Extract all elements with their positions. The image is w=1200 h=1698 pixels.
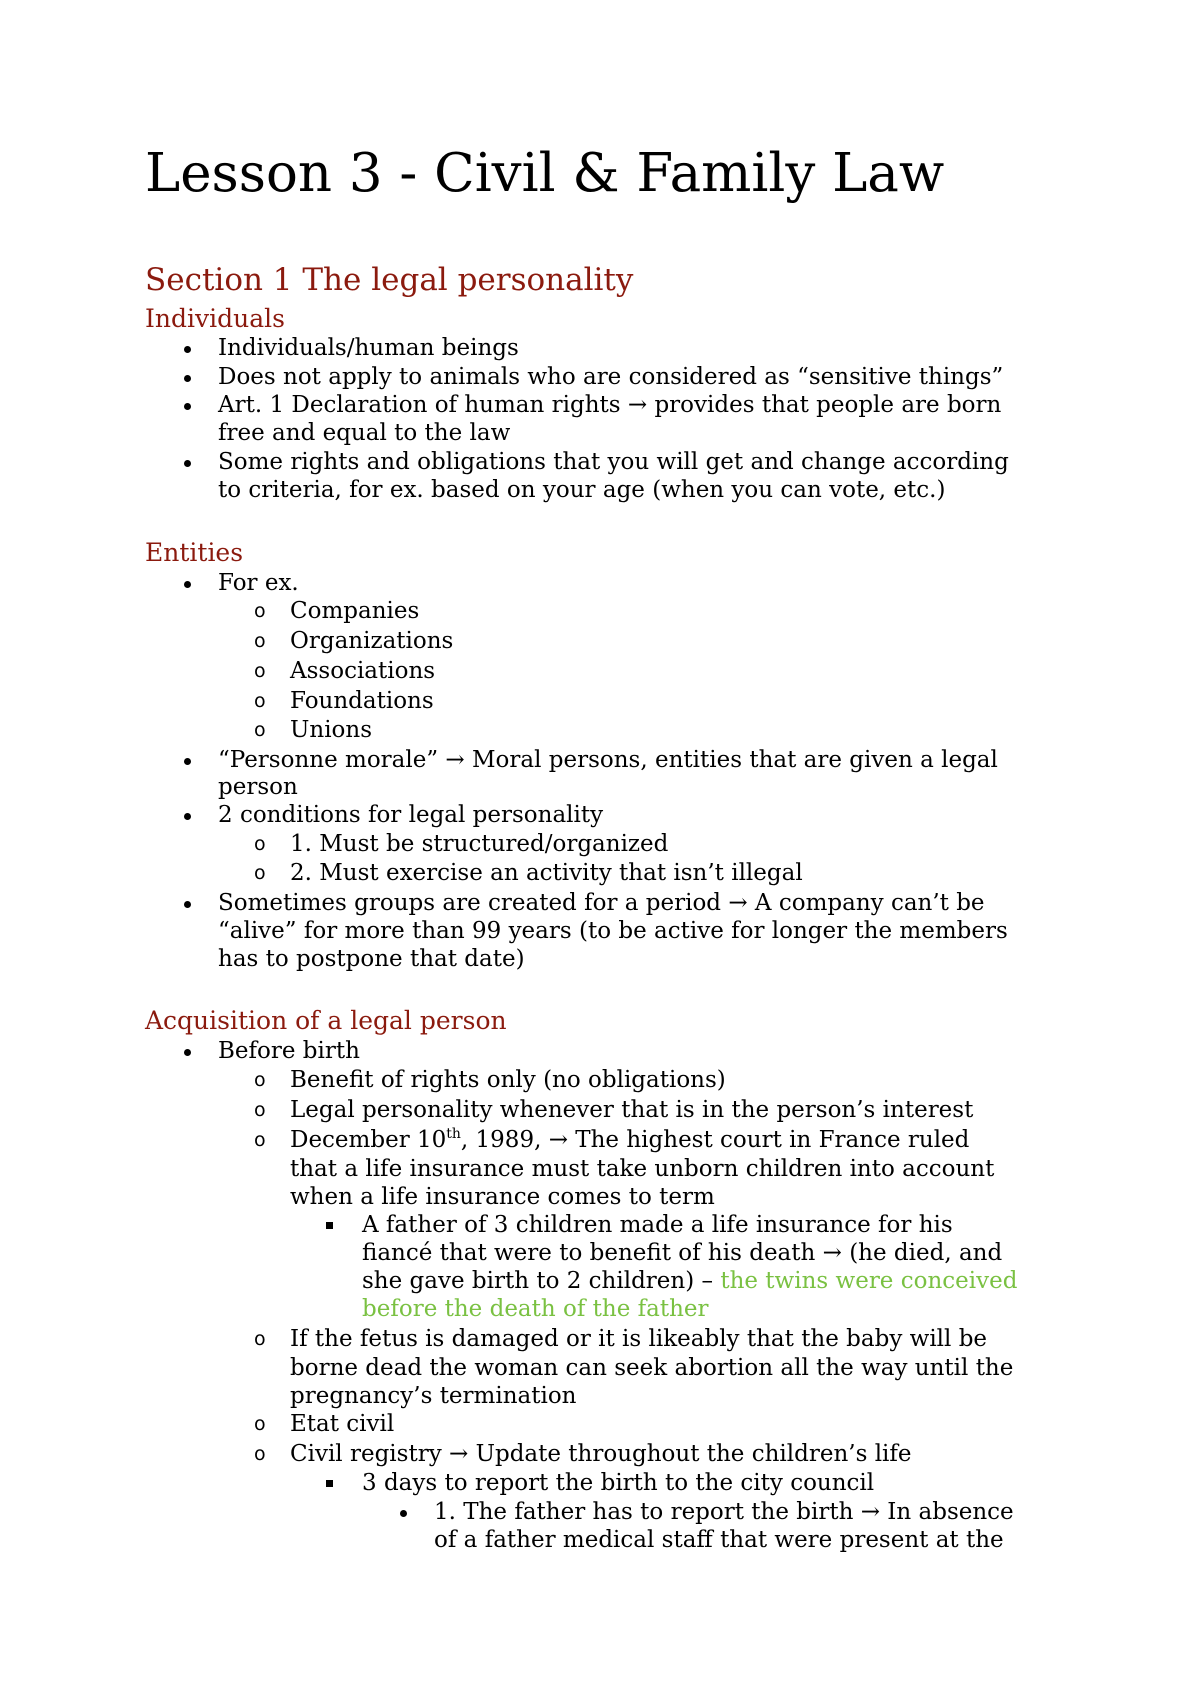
- circle-bullet-icon: o: [254, 833, 266, 855]
- list-subitem: Associations: [290, 658, 436, 684]
- square-bullet-icon: [326, 1211, 333, 1229]
- list-subitem: Organizations: [290, 628, 454, 654]
- list-subitem-continuation: pregnancy’s termination: [290, 1383, 577, 1409]
- list-item: 2 conditions for legal personality: [218, 802, 604, 828]
- list-item: Individuals/human beings: [218, 335, 519, 361]
- list-level4-item: 1. The father has to report the birth → In absence: [434, 1499, 1014, 1525]
- list-item-continuation: free and equal to the law: [218, 420, 511, 446]
- circle-bullet-icon: o: [254, 862, 266, 884]
- highlighted-note: the twins were conceived: [720, 1268, 1018, 1294]
- list-subitem: Companies: [290, 598, 420, 624]
- subheading-entities: Entities: [145, 538, 244, 567]
- list-subitem: Etat civil: [290, 1411, 395, 1437]
- circle-bullet-icon: o: [254, 660, 266, 682]
- circle-bullet-icon: o: [254, 1069, 266, 1091]
- bullet-icon: [184, 1037, 191, 1056]
- list-subitem: [290, 1126, 969, 1155]
- circle-bullet-icon: o: [254, 1328, 266, 1350]
- circle-bullet-icon: o: [254, 1443, 266, 1465]
- list-subitem: Foundations: [290, 688, 434, 714]
- list-subsubitem-text: she gave birth to 2 children) –: [362, 1268, 721, 1294]
- list-item: Sometimes groups are created for a period → A company can’t be: [218, 890, 985, 916]
- list-item: “Personne morale” → Moral persons, entities that are given a legal: [218, 747, 998, 773]
- list-subitem: 1. Must be structured/organized: [290, 831, 669, 857]
- list-item-continuation: to criteria, for ex. based on your age (when you can vote, etc.): [218, 477, 946, 503]
- circle-bullet-icon: o: [254, 600, 266, 622]
- list-subsubitem-continuation: [362, 1267, 1017, 1296]
- superscript-ordinal: th: [446, 1126, 461, 1142]
- list-subitem: Unions: [290, 717, 373, 743]
- list-subitem: Legal personality whenever that is in the person’s interest: [290, 1097, 974, 1123]
- list-subsubitem-continuation: fiancé that were to benefit of his death → (he died, and: [362, 1240, 1003, 1266]
- list-item-continuation: person: [218, 774, 298, 800]
- list-subitem-continuation: that a life insurance must take unborn children into account: [290, 1156, 995, 1182]
- list-item-continuation: has to postpone that date): [218, 946, 525, 972]
- list-subsubitem: 3 days to report the birth to the city council: [362, 1470, 875, 1496]
- circle-bullet-icon: o: [254, 630, 266, 652]
- list-item: Some rights and obligations that you will get and change according: [218, 449, 1009, 475]
- list-subitem-text: December 10: [290, 1127, 447, 1153]
- bullet-icon: [184, 569, 191, 588]
- list-subitem-continuation: when a life insurance comes to term: [290, 1184, 715, 1210]
- list-subitem: If the fetus is damaged or it is likeably that the baby will be: [290, 1326, 988, 1352]
- list-subitem: Benefit of rights only (no obligations): [290, 1067, 726, 1093]
- subheading-acquisition: Acquisition of a legal person: [145, 1006, 507, 1035]
- bullet-icon: [184, 363, 191, 382]
- bullet-icon: [184, 746, 191, 765]
- document-title: Lesson 3 - Civil & Family Law: [145, 143, 945, 204]
- square-bullet-icon: [326, 1469, 333, 1487]
- bullet-icon: [184, 889, 191, 908]
- subheading-individuals: Individuals: [145, 304, 285, 333]
- bullet-icon: [184, 391, 191, 410]
- list-item-continuation: “alive” for more than 99 years (to be active for longer the members: [218, 918, 1008, 944]
- list-subsubitem: A father of 3 children made a life insurance for his: [362, 1212, 953, 1238]
- bullet-icon: [184, 334, 191, 353]
- list-level4-continuation: of a father medical staff that were present at the: [434, 1527, 1004, 1553]
- list-subitem-continuation: borne dead the woman can seek abortion all the way until the: [290, 1355, 1014, 1381]
- list-item: Art. 1 Declaration of human rights → provides that people are born: [218, 392, 1002, 418]
- list-item: Does not apply to animals who are considered as “sensitive things”: [218, 364, 1004, 390]
- circle-bullet-icon: o: [254, 1413, 266, 1435]
- bullet-icon: [400, 1498, 407, 1517]
- list-subitem-text: , 1989, → The highest court in France ruled: [460, 1127, 970, 1153]
- section-heading: Section 1 The legal personality: [145, 262, 634, 298]
- list-item: Before birth: [218, 1038, 360, 1064]
- bullet-icon: [184, 448, 191, 467]
- list-subitem: Civil registry → Update throughout the children’s life: [290, 1441, 912, 1467]
- circle-bullet-icon: o: [254, 1129, 266, 1151]
- list-subitem: 2. Must exercise an activity that isn’t illegal: [290, 860, 803, 886]
- circle-bullet-icon: o: [254, 1099, 266, 1121]
- bullet-icon: [184, 801, 191, 820]
- list-item: For ex.: [218, 570, 299, 596]
- highlighted-note: before the death of the father: [362, 1296, 709, 1322]
- circle-bullet-icon: o: [254, 719, 266, 741]
- circle-bullet-icon: o: [254, 690, 266, 712]
